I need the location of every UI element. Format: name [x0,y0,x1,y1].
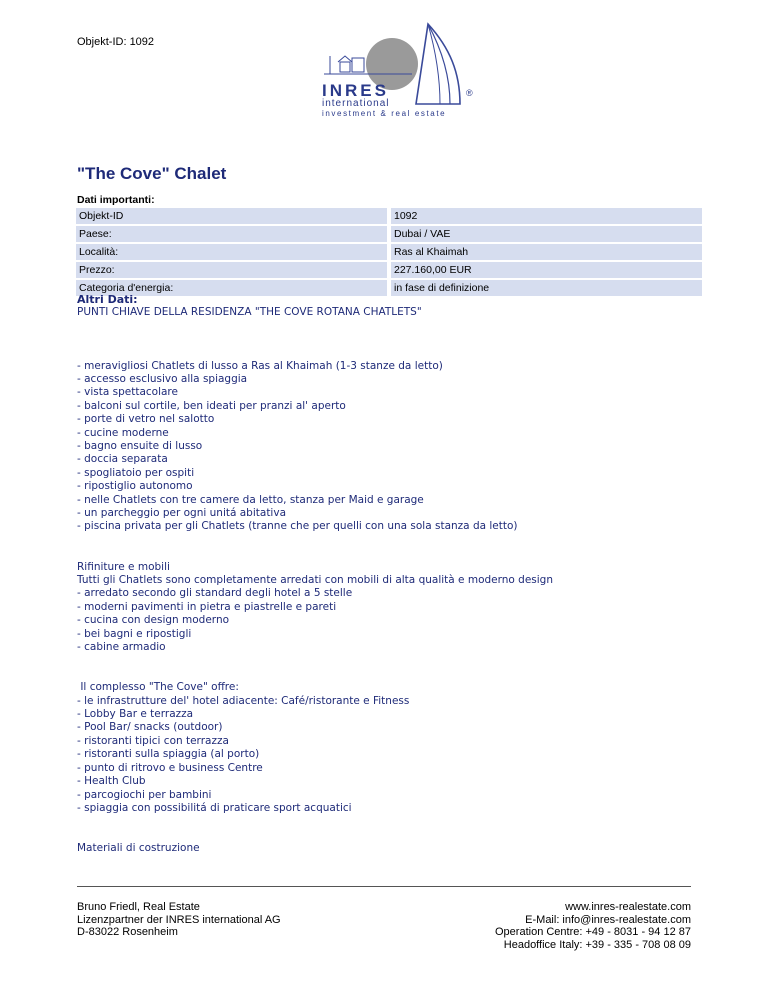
description-line: - porte di vetro nel salotto [77,413,215,426]
row-value: 1092 [391,208,702,224]
description-line [77,815,717,828]
description-line: - ristoranti sulla spiaggia (al porto) [77,748,260,761]
footer-divider [77,886,691,887]
inres-logo [300,18,490,118]
description-line: - Health Club [77,775,146,788]
page-title: "The Cove" Chalet [77,164,227,183]
description-line: - punto di ritrovo e business Centre [77,761,263,774]
description-line: - un parcheggio per ogni unitá abitativa [77,507,287,520]
objekt-id-header: Objekt-ID: 1092 [77,36,155,48]
description-line [77,547,717,560]
description-line: - parcogiochi per bambini [77,788,212,801]
footer-contact-right [495,901,691,951]
description-line: - piscina privata per gli Chatlets (tranne che per quelli con una sola stanza da letto) [77,520,518,533]
description-line: Il complesso "The Cove" offre: [77,681,239,694]
table-row [76,208,702,224]
table-row [76,280,702,296]
footer-contact-left [77,901,281,939]
row-key: Prezzo: [76,262,387,278]
row-value: Ras al Khaimah [391,244,702,260]
description-line: - cabine armadio [77,641,166,654]
row-value: Dubai / VAE [391,226,702,242]
footer-website-link[interactable]: www.inres-realestate.com [565,901,691,913]
description-text [77,306,717,856]
row-key: Paese: [76,226,387,242]
footer-line: Lizenzpartner der INRES international AG [77,913,281,926]
description-line: - cucina con design moderno [77,614,230,627]
description-line: Materiali di costruzione [77,842,200,855]
footer-line: Headoffice Italy: +39 - 335 - 708 08 09 [503,938,691,951]
row-value: 227.160,00 EUR [391,262,702,278]
description-line [77,319,717,332]
row-value: in fase di definizione [391,280,702,296]
description-line [77,668,717,681]
description-line: - nelle Chatlets con tre camere da letto, stanza per Maid e garage [77,493,424,506]
table-row [76,262,702,278]
description-line [77,534,717,547]
description-line: - le infrastrutture del' hotel adiacente: Café/ristorante e Fitness [77,694,410,707]
logo-registered-mark: ® [466,88,473,98]
logo-wordmark: INRES [322,81,389,100]
description-line: - meravigliosi Chatlets di lusso a Ras al Khaimah (1-3 stanze da letto) [77,359,443,372]
logo-international: international [322,98,390,109]
row-key: Località: [76,244,387,260]
description-line: - spogliatoio per ospiti [77,466,195,479]
description-line [77,333,717,346]
logo-house-shape [340,62,350,72]
description-line: - accesso esclusivo alla spiaggia [77,372,248,385]
footer-line: Bruno Friedl, Real Estate [77,901,200,913]
description-line: - ristoranti tipici con terrazza [77,734,229,747]
description-line: - Pool Bar/ snacks (outdoor) [77,721,223,734]
description-line: - arredato secondo gli standard degli hotel a 5 stelle [77,587,353,600]
table-row [76,226,702,242]
description-line: - doccia separata [77,453,168,466]
logo-house2-shape [352,58,364,72]
description-line: - ripostiglio autonomo [77,480,193,493]
description-line: - bei bagni e ripostigli [77,627,192,640]
other-data-label: Altri Dati: [77,293,138,306]
important-data-table [76,206,702,298]
logo-sail-shape [416,24,460,104]
description-line: - cucine moderne [77,426,169,439]
description-line [77,654,717,667]
description-line: - balconi sul cortile, ben ideati per pranzi al' aperto [77,399,346,412]
description-line: - spiaggia con possibilitá di praticare sport acquatici [77,801,352,814]
footer-line: Operation Centre: +49 - 8031 - 94 12 87 [495,926,691,939]
description-line: - Lobby Bar e terrazza [77,708,194,721]
table-row [76,244,702,260]
logo-tagline: investment & real estate [322,109,447,118]
footer-line: D-83022 Rosenheim [77,926,178,939]
description-line: Rifiniture e mobili [77,560,170,573]
row-key: Categoria d'energia: [76,280,387,296]
description-line: PUNTI CHIAVE DELLA RESIDENZA "THE COVE ROTANA CHATLETS" [77,306,422,318]
important-data-label: Dati importanti: [77,194,155,206]
description-line: - vista spettacolare [77,386,178,399]
row-key: Objekt-ID [76,208,387,224]
description-line [77,829,717,842]
logo-roof-shape [338,56,352,62]
description-line [77,346,717,359]
description-line: - moderni pavimenti in pietra e piastrelle e pareti [77,600,337,613]
description-line: - bagno ensuite di lusso [77,440,203,453]
description-line: Tutti gli Chatlets sono completamente arredati con mobili di alta qualità e moderno design [77,574,554,587]
footer-email-link[interactable]: E-Mail: info@inres-realestate.com [525,913,691,926]
